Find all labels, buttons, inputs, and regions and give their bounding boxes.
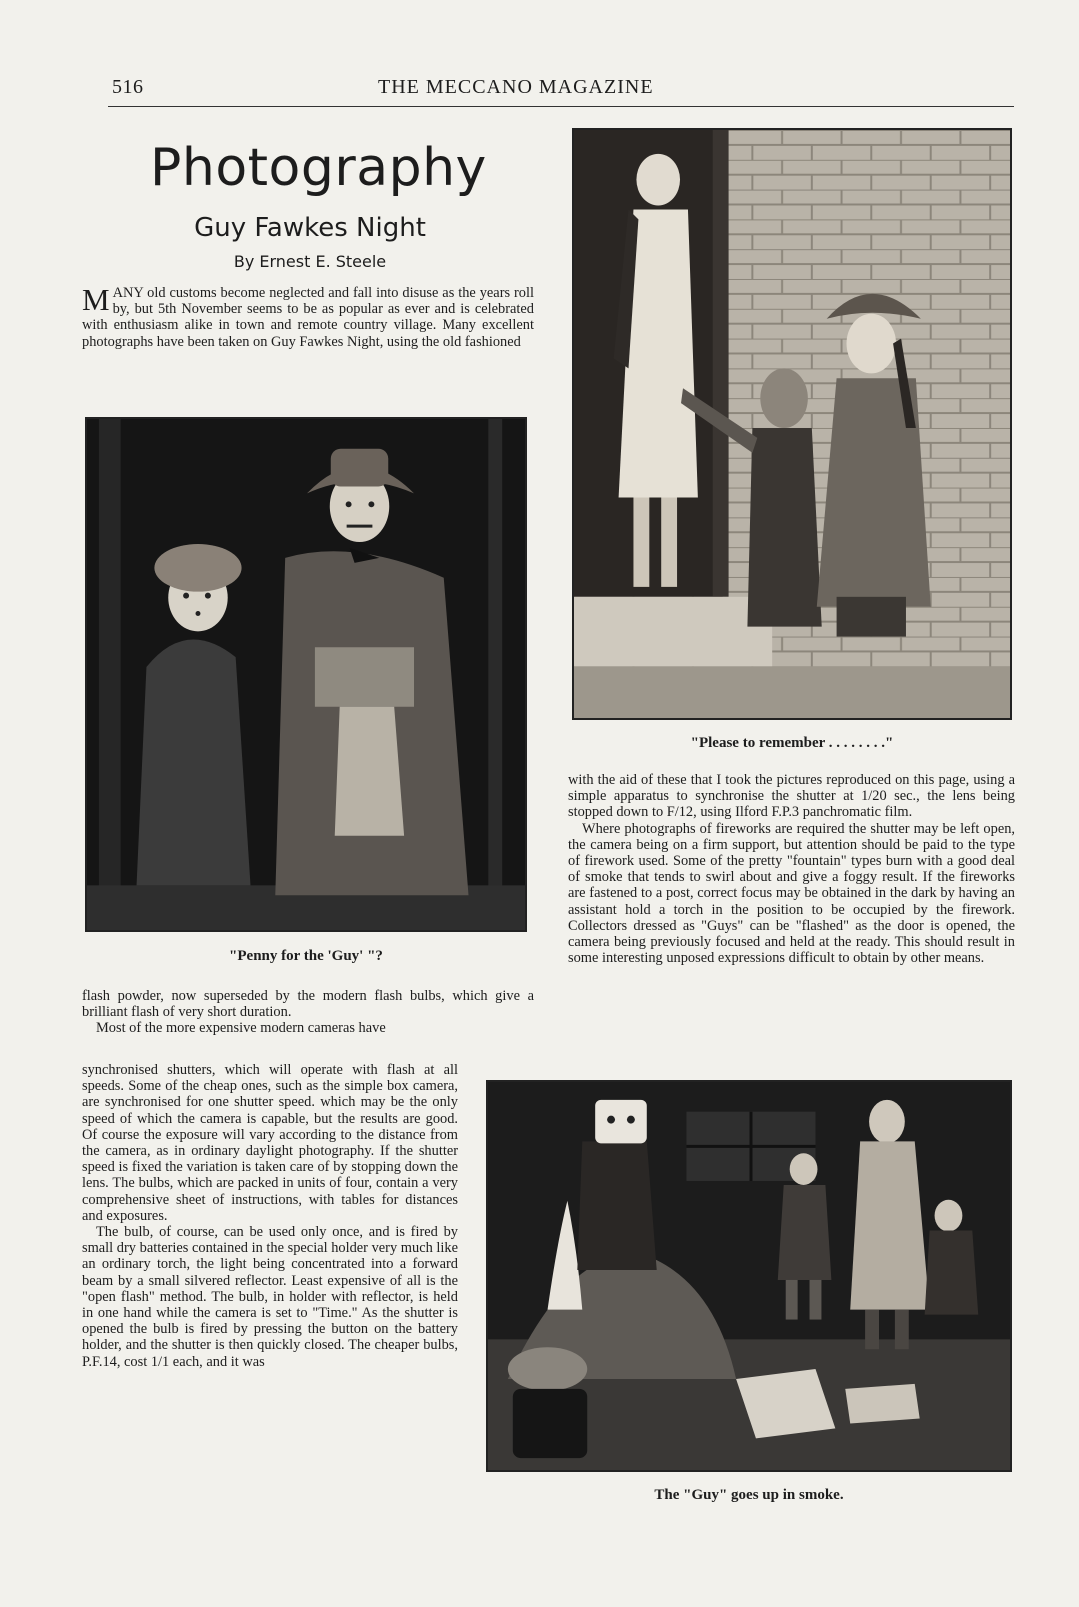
narrow-column-text	[82, 1062, 458, 1370]
right-column-text	[568, 772, 1015, 966]
photo-please-to-remember	[572, 128, 1012, 720]
paragraph: flash powder, now superseded by the modern flash bulbs, which give a brilliant flash of very short duration.	[82, 988, 534, 1021]
paragraph: Most of the more expensive modern cameras have	[96, 1020, 386, 1037]
caption-penny-for-the-guy: "Penny for the 'Guy' "?	[229, 948, 383, 964]
article-title: Photography	[150, 138, 487, 198]
caption-please-to-remember: "Please to remember . . . . . . . ."	[690, 735, 894, 751]
paragraph: The bulb, of course, can be used only once, and is fired by small dry batteries contained in the special holder very much like an ordinary torch, the light being concentrated into a forward beam by a small silvered reflector. Least expensive of all is the "open flash" method. The bulb, in holder with reflector, is held in one hand while the camera is set to "Time." As the shutter is opened the bulb is fired by pressing the button on the battery holder, and the shutter is then quickly closed. The cheaper bulbs, P.F.14, cost 1/1 each, and it was	[82, 1224, 458, 1370]
drop-cap: M	[82, 282, 110, 317]
paragraph: with the aid of these that I took the pictures reproduced on this page, using a simple apparatus to synchronise the shutter at 1/20 sec., the lens being stopped down to F/12, using Ilford F.P.3 panchromatic film.	[568, 772, 1015, 821]
header-rule	[108, 106, 1014, 107]
intro-paragraph	[82, 282, 534, 350]
article-subtitle: Guy Fawkes Night	[194, 213, 426, 243]
article-byline: By Ernest E. Steele	[233, 252, 387, 271]
paragraph: synchronised shutters, which will operate with flash at all speeds. Some of the cheap ones, such as the simple box camera, are synchronised for one shutter speed. which may be the only speed of which the camera is capable, but the results are good. Of course the exposure will vary according to the distance from the camera, as in ordinary daylight photography. If the shutter speed is fixed the variation is taken care of by stopping down the lens. The bulbs, which are packed in units of four, contain a very comprehensive sheet of instructions, with tables for distances and exposures.	[82, 1062, 458, 1224]
photo-penny-for-the-guy	[85, 417, 527, 932]
intro-text: ANY old customs become neglected and fall into disuse as the years roll by, but 5th November seems to be as popular as ever and is celebrated with enthusiasm alike in town and remote country village. Many excellent photographs have been taken on Guy Fawkes Night, using the old fashioned	[82, 285, 534, 350]
page-number: 516	[112, 76, 144, 98]
paragraph: Where photographs of fireworks are required the shutter may be left open, the camera being on a firm support, but attention should be paid to the type of firework used. Some of the pretty "fountain" types burn with a good deal of smoke that tends to swirl about and give a foggy result. If the fireworks are fastened to a post, correct focus may be obtained in the dark by having an assistant hold a torch in the position to be occupied by the firework. Collectors dressed as "Guys" can be "flashed" as the door is opened, the camera being previously focused and held at the ready. This should result in some interesting unposed expressions difficult to obtain by other means.	[568, 820, 1015, 967]
left-column-text	[82, 988, 534, 1037]
photo-guy-goes-up-in-smoke	[486, 1080, 1012, 1472]
magazine-title: THE MECCANO MAGAZINE	[378, 76, 654, 98]
caption-guy-goes-up-in-smoke: The "Guy" goes up in smoke.	[654, 1487, 844, 1503]
